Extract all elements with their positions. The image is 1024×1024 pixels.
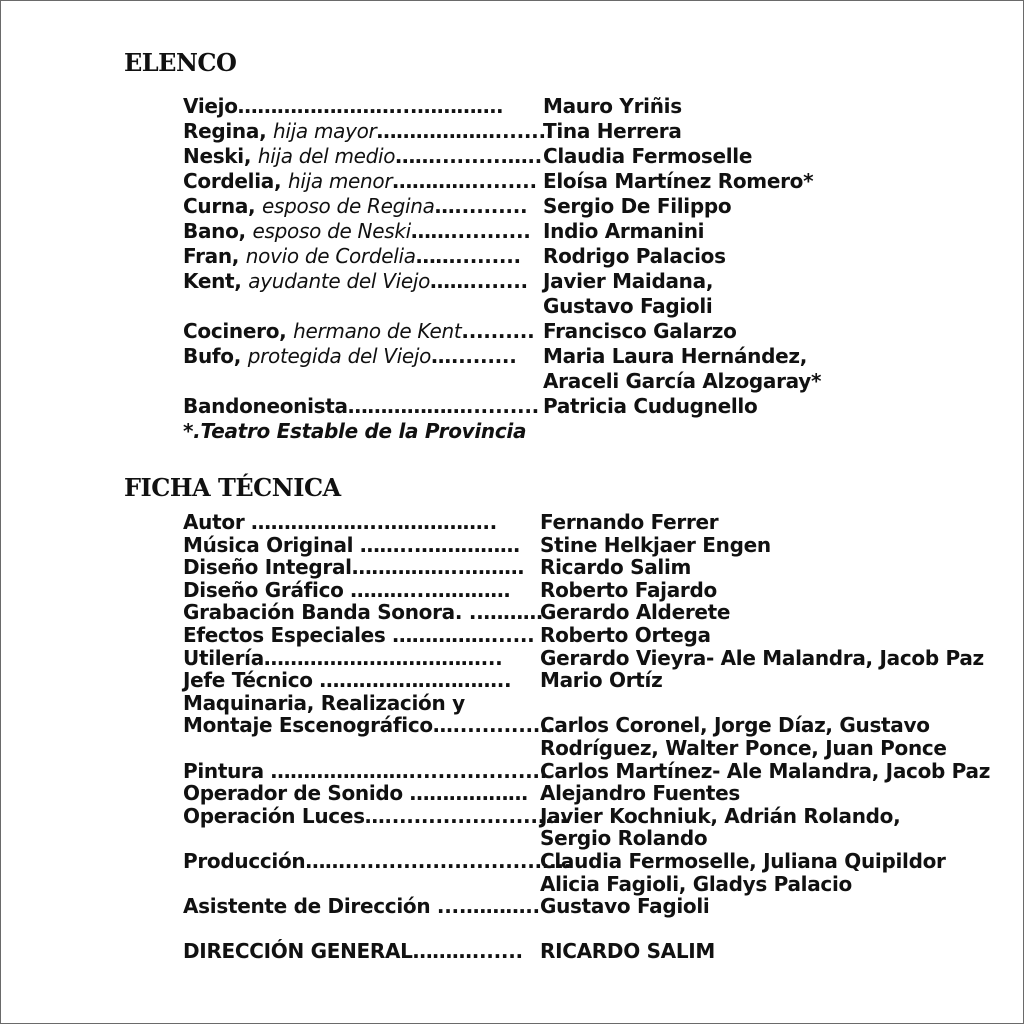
leader-dots: ……......... [415,244,521,268]
credit-role-label: Operador de Sonido ……………… [183,781,528,806]
credit-person-name: Carlos Coronel, Jorge Díaz, Gustavo [540,713,930,738]
cast-actor-name: Indio Armanini [543,219,705,243]
credit-person-name: Alicia Fagioli, Gladys Palacio [540,871,852,896]
credit-person-name: Stine Helkjaer Engen [540,532,771,557]
credit-person-name: Sergio Rolando [540,826,708,851]
ficha-tecnica-list [183,510,991,963]
leader-dots: ………………........ [376,119,554,143]
cast-row [183,219,705,244]
credit-person-name: Gerardo Alderete [540,600,731,625]
cast-row [183,94,682,119]
cast-row [183,294,713,319]
cast-role-description: hermano de Kent [293,319,462,343]
cast-actor-name: Patricia Cudugnello [543,394,758,418]
credit-row [183,532,771,557]
cast-role-description: hija del medio [257,144,396,168]
credit-role-label: Música Original ……...…………… [183,532,520,557]
cast-role-label [183,194,527,219]
cast-actor-name: Francisco Galarzo [543,319,737,343]
credit-role-label: Diseño Integral……………..……… [183,555,524,580]
credit-role-label: Diseño Gráfico ………...………… [183,577,511,602]
credit-role-label: Grabación Banda Sonora. ..……… [183,600,543,625]
credit-person-name: Roberto Fajardo [540,577,717,602]
leader-dots: ….......... [434,194,528,218]
cast-role-description: hija mayor [273,119,377,143]
cast-role-label [183,394,539,419]
credit-person-name: Gerardo Vieyra- Ale Malandra, Jacob Paz [540,645,984,670]
elenco-list [183,94,822,444]
credit-role-label: Jefe Técnico ……………………….. [183,668,512,693]
cast-actor-name: Araceli García Alzogaray* [543,369,822,393]
direccion-general-row [183,938,716,963]
cast-role-label [183,119,553,144]
credit-row [183,871,852,896]
cast-role-name: Kent, [183,269,242,293]
credit-person-name: Mario Ortíz [540,668,663,693]
cast-role-description: ayudante del Viejo [248,269,431,293]
cast-actor-name: Rodrigo Palacios [543,244,726,268]
cast-row [183,169,814,194]
leader-dots: ……………………...…………. [237,94,504,118]
credit-role-label: Autor ………………..…………….. [183,510,497,534]
cast-row [183,269,714,294]
cast-actor-name: Tina Herrera [543,119,682,143]
credit-row [183,510,719,534]
credit-row [183,848,946,873]
cast-role-name: Bufo, [183,344,242,368]
direccion-general-label: DIRECCIÓN GENERAL………....... [183,938,523,963]
credit-row [183,622,711,647]
cast-role-name: Fran, [183,244,240,268]
cast-role-label [183,144,542,169]
cast-role-label [183,94,503,119]
cast-role-label [183,244,521,269]
credit-person-name: Alejandro Fuentes [540,781,741,806]
cast-actor-name: Maria Laura Hernández, [543,344,808,368]
credit-row [183,826,708,851]
cast-role-name: Curna, [183,194,256,218]
section-title-ficha-tecnica: FICHA TÉCNICA [124,473,341,502]
leader-dots: ……........ [430,269,528,293]
credit-row [183,668,663,693]
credit-role-label: Utilería……………………………... [183,645,503,670]
credit-person-name: Carlos Martínez- Ale Malandra, Jacob Paz [540,758,991,783]
cast-role-name: Cordelia, [183,169,282,193]
credit-person-name: Fernando Ferrer [540,510,719,534]
credit-row [183,577,717,602]
credit-row [183,781,741,806]
credit-person-name: Roberto Ortega [540,622,711,647]
cast-row [183,194,732,219]
credit-row [183,600,731,625]
leader-dots: .......... [461,319,535,343]
cast-row [183,319,737,344]
cast-row [183,369,822,394]
cast-footnote: *.Teatro Estable de la Provincia [183,419,527,443]
credit-person-name: Ricardo Salim [540,555,692,580]
credit-row [183,645,984,670]
credit-row [183,758,991,783]
cast-role-name: Bandoneonista [183,394,348,418]
cast-actor-name: Gustavo Fagioli [543,294,713,318]
credit-role-label: Asistente de Dirección ....……….. [183,894,540,919]
section-title-elenco: ELENCO [124,48,237,77]
credit-row [183,735,947,760]
leader-dots: …......... [431,344,517,368]
cast-row [183,119,682,144]
cast-role-description: hija menor [287,169,393,193]
cast-role-name: Viejo [183,94,238,118]
cast-row [183,144,753,169]
cast-role-name: Cocinero, [183,319,287,343]
cast-role-name: Neski, [183,144,252,168]
credit-row [183,555,692,580]
cast-actor-name: Eloísa Martínez Romero* [543,169,814,193]
credit-role-label: Pintura …………………................... [183,758,548,783]
credit-role-label: Operación Luces…......................... [183,803,567,828]
cast-role-name: Bano, [183,219,246,243]
cast-actor-name: Claudia Fermoselle [543,144,753,168]
cast-actor-name: Javier Maidana, [543,269,714,293]
credit-person-name: Gustavo Fagioli [540,894,710,919]
leader-dots: …………......... [392,169,537,193]
cast-role-label [183,219,531,244]
credit-row [183,713,930,738]
credit-person-name: Javier Kochniuk, Adrián Rolando, [540,803,901,828]
credit-row [183,894,710,919]
cast-row [183,344,808,369]
credit-person-name: Rodríguez, Walter Ponce, Juan Ponce [540,735,947,760]
cast-role-description: esposo de Regina [261,194,435,218]
credit-role-label: Producción……............................... [183,848,571,873]
cast-row [183,394,758,419]
cast-role-name: Regina, [183,119,267,143]
cast-role-label [183,269,528,294]
cast-row [183,244,726,269]
leader-dots: ……………….......... [347,394,539,418]
cast-role-description: novio de Cordelia [245,244,416,268]
cast-role-label [183,169,537,194]
cast-actor-name: Mauro Yriñis [543,94,682,118]
cast-role-description: protegida del Viejo [247,344,432,368]
cast-role-description: esposo de Neski [252,219,411,243]
credit-row [183,803,901,828]
credit-person-name: Claudia Fermoselle, Juliana Quipildor [540,848,946,873]
cast-role-label [183,344,517,369]
leader-dots: ……..........….. [395,144,542,168]
credit-role-label: Efectos Especiales ……………...... [183,622,535,647]
credit-role-label: Maquinaria, Realización y [183,690,465,715]
direccion-general-name: RICARDO SALIM [540,938,716,963]
cast-role-label [183,319,534,344]
credit-role-label: Montaje Escenográfico….............. [183,713,555,738]
leader-dots: ……........... [410,219,531,243]
credit-row [183,692,571,715]
cast-actor-name: Sergio De Filippo [543,194,732,218]
